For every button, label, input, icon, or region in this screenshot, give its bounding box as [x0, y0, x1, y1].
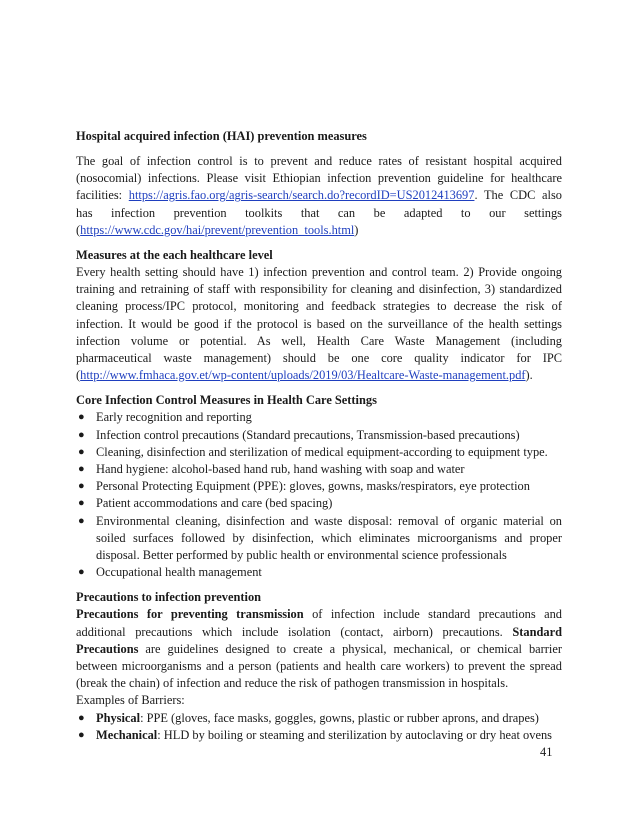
- text-span: of infection include standard precautions and additional precautions which include isolation (contact, airborn) precautions.: [76, 607, 562, 639]
- bold-term: Precautions for preventing transmission: [76, 607, 304, 622]
- section-heading-measures: Measures at the each healthcare level: [76, 248, 273, 263]
- text-span: . The CDC also has infection prevention toolkits that can be adapted to our settings (: [76, 188, 562, 237]
- list-item: [76, 710, 562, 727]
- link-agris[interactable]: https://agris.fao.org/agris-search/search.do?recordID=US2012413697: [128, 188, 475, 203]
- bullet-icon: ●: [78, 428, 85, 441]
- core-measures-list: [76, 409, 562, 581]
- barrier-term: Mechanical: [96, 727, 158, 742]
- section-heading-precautions: Precautions to infection prevention: [76, 590, 262, 605]
- bullet-icon: ●: [78, 480, 85, 493]
- list-item: [76, 564, 562, 581]
- list-item-text: Cleaning, disinfection and sterilization of medical equipment-according to equipment type.: [96, 444, 548, 459]
- bullet-icon: ●: [78, 711, 85, 724]
- bullet-icon: ●: [78, 463, 85, 476]
- list-item: [76, 444, 562, 461]
- examples-label: Examples of Barriers:: [76, 693, 185, 708]
- list-item: [76, 513, 562, 565]
- bold-term: Standard Precautions: [76, 624, 562, 656]
- barrier-term: Physical: [96, 710, 141, 725]
- list-item-text: Hand hygiene: alcohol-based hand rub, hand washing with soap and water: [96, 462, 465, 477]
- barrier-desc: : HLD by boiling or steaming and sterilization by autoclaving or dry heat ovens: [157, 727, 552, 742]
- list-item-text: Early recognition and reporting: [96, 410, 252, 425]
- text-span: The goal of infection control is to prevent and reduce rates of resistant hospital acquired (nosocomial) infections. Please visit Ethiopian infection prevention guideline for healthcare facilities:: [76, 154, 562, 203]
- section-heading-core-measures: Core Infection Control Measures in Health Care Settings: [76, 393, 377, 408]
- list-item-text: Personal Protecting Equipment (PPE): gloves, gowns, masks/respirators, eye protection: [96, 479, 530, 494]
- bullet-icon: ●: [78, 445, 85, 458]
- page-number: 41: [540, 745, 553, 759]
- text-span: are guidelines designed to create a physical, mechanical, or chemical barrier between microorganisms and a person (patients and health care workers) to prevent the spread (break the chain) of infection and reduce the risk of pathogen transmission in hospitals.: [76, 641, 562, 691]
- bullet-icon: ●: [78, 514, 85, 527]
- list-item: [76, 495, 562, 512]
- barrier-desc: : PPE (gloves, face masks, goggles, gowns, plastic or rubber aprons, and drapes): [140, 710, 539, 725]
- list-item: [76, 727, 562, 744]
- bullet-icon: ●: [78, 728, 85, 741]
- document-page: [76, 128, 562, 744]
- link-cdc[interactable]: https://www.cdc.gov/hai/prevent/prevention_tools.html: [80, 222, 355, 237]
- bullet-icon: ●: [78, 411, 85, 424]
- list-item-text: Environmental cleaning, disinfection and waste disposal: removal of organic material on soiled surfaces followed by disinfection, which eliminates microorganisms and proper disposal. Better performed by public health or environmental science professionals: [96, 513, 562, 563]
- link-fmhaca[interactable]: http://www.fmhaca.gov.et/wp-content/uploads/2019/03/Healtcare-Waste-management.pdf: [80, 368, 526, 383]
- paragraph-measures: [76, 264, 562, 384]
- section-heading-hai: Hospital acquired infection (HAI) prevention measures: [76, 129, 367, 143]
- bullet-icon: ●: [78, 497, 85, 510]
- paragraph-precautions: [76, 606, 562, 692]
- text-span: Every health setting should have 1) infection prevention and control team. 2) Provide ongoing training and retraining of staff with responsibility for cleaning and disinfection, 3) standardized cleaning process/IPC protocol, monitoring and feedback strategies to decrease the risk of infection. It would be good if the protocol is based on the surveillance of the health settings infection volume or potential. As well, Health Care Waste Management (including pharmaceutical waste management) should be one core quality indicator for IPC (: [76, 265, 562, 383]
- text-span: ): [354, 222, 359, 237]
- text-span: ).: [525, 368, 533, 383]
- list-item-text: Infection control precautions (Standard precautions, Transmission-based precautions): [96, 427, 520, 442]
- list-item: [76, 461, 562, 478]
- bullet-icon: ●: [78, 566, 85, 579]
- list-item: [76, 478, 562, 495]
- list-item-text: Patient accommodations and care (bed spacing): [96, 496, 333, 511]
- paragraph-hai-goal: [76, 153, 562, 239]
- list-item: [76, 409, 562, 426]
- list-item-text: Occupational health management: [96, 565, 262, 580]
- barriers-list: [76, 710, 562, 744]
- list-item: [76, 427, 562, 444]
